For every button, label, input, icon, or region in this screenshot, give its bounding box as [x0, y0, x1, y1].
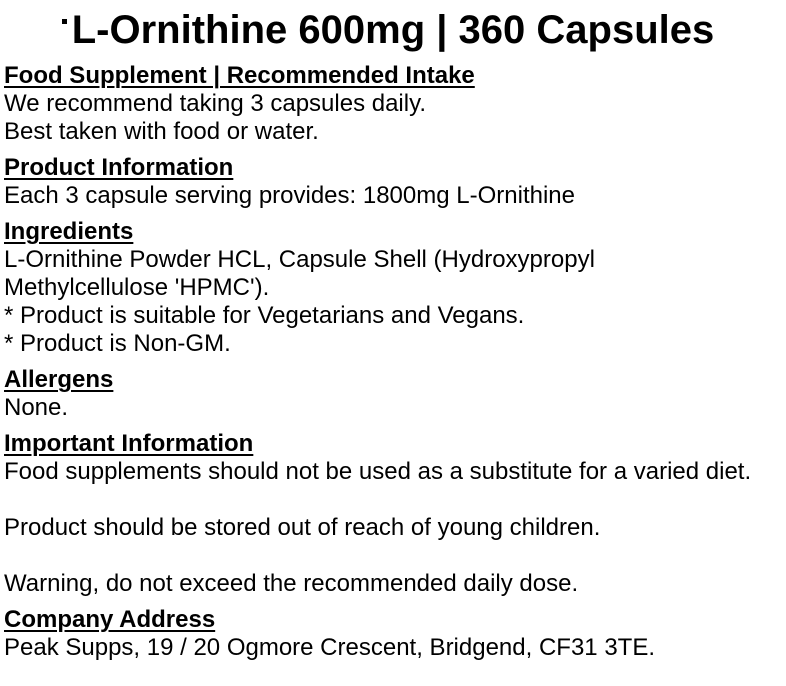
- body-line: None.: [4, 394, 69, 421]
- body-line: Warning, do not exceed the recommended daily dose.: [4, 570, 579, 597]
- section-allergens: [0, 366, 786, 422]
- body-line: Food supplements should not be used as a substitute for a varied diet.: [4, 458, 752, 485]
- product-title: L-Ornithine 600mg | 360 Capsules: [71, 8, 715, 52]
- section-food-supplement: [0, 62, 786, 146]
- section-important-information: [0, 430, 786, 598]
- body-line: * Product is suitable for Vegetarians and Vegans.: [4, 302, 525, 329]
- section-heading-ingredients: Ingredients: [4, 218, 134, 245]
- body-line: Each 3 capsule serving provides: 1800mg L-Ornithine: [4, 182, 575, 209]
- section-heading-company-address: Company Address: [4, 606, 216, 633]
- section-heading-food-supplement: Food Supplement | Recommended Intake: [4, 62, 475, 89]
- blank-line: [0, 542, 786, 570]
- body-line: * Product is Non-GM.: [4, 330, 231, 357]
- body-line: We recommend taking 3 capsules daily.: [4, 90, 426, 117]
- body-line: Peak Supps, 19 / 20 Ogmore Crescent, Bridgend, CF31 3TE.: [4, 634, 655, 661]
- section-ingredients: [0, 218, 786, 358]
- section-heading-important-information: Important Information: [4, 430, 254, 457]
- section-heading-product-information: Product Information: [4, 154, 234, 181]
- body-line: Methylcellulose 'HPMC').: [4, 274, 270, 301]
- section-product-information: [0, 154, 786, 210]
- supplement-label-page: [0, 6, 786, 686]
- blank-line: [0, 486, 786, 514]
- section-heading-allergens: Allergens: [4, 366, 114, 393]
- body-line: L-Ornithine Powder HCL, Capsule Shell (Hydroxypropyl: [4, 246, 595, 273]
- section-company-address: [0, 606, 786, 662]
- body-line: Best taken with food or water.: [4, 118, 319, 145]
- corner-artifact-mark: [62, 19, 67, 24]
- body-line: Product should be stored out of reach of young children.: [4, 514, 601, 541]
